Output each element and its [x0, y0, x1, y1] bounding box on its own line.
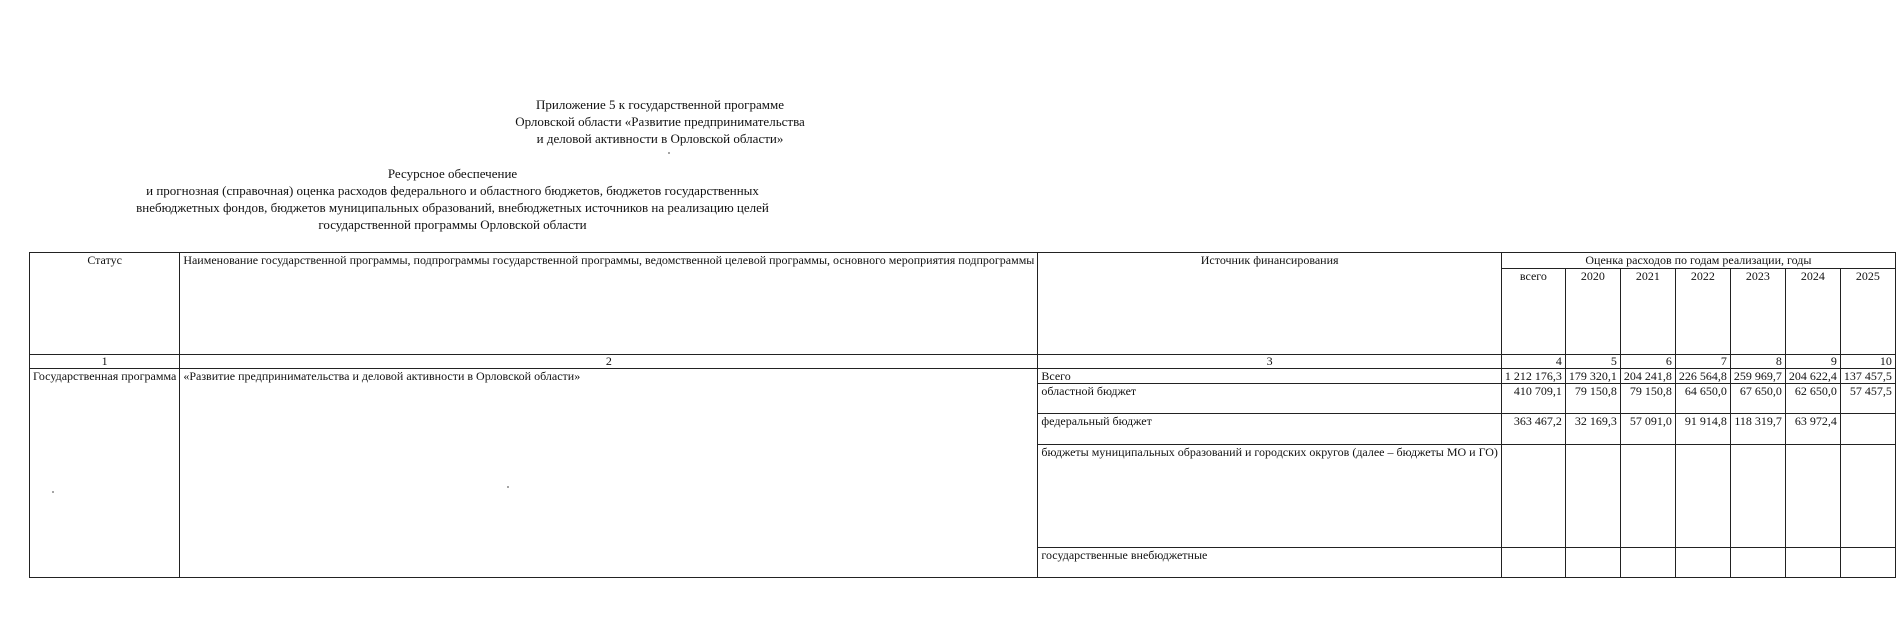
value-cell: 410 709,1	[1501, 384, 1565, 414]
header-year-2021: 2021	[1620, 269, 1675, 355]
column-number: 2	[180, 355, 1038, 369]
document-heading	[30, 165, 875, 233]
column-number: 9	[1785, 355, 1840, 369]
heading-line-1: Ресурсное обеспечение	[387, 166, 518, 181]
header-status: Статус	[30, 253, 180, 355]
value-cell	[1675, 548, 1730, 578]
value-cell: 64 650,0	[1675, 384, 1730, 414]
column-number: 1	[30, 355, 180, 369]
value-cell	[1501, 548, 1565, 578]
source-cell: государственные внебюджетные	[1038, 548, 1502, 578]
budget-table	[29, 252, 1896, 578]
header-year-2024: 2024	[1785, 269, 1840, 355]
header-year-2025: 2025	[1840, 269, 1895, 355]
value-cell: 179 320,1	[1565, 369, 1620, 384]
value-cell	[1840, 414, 1895, 445]
source-cell: областной бюджет	[1038, 384, 1502, 414]
header-estimate: Оценка расходов по годам реализации, годы	[1501, 253, 1895, 269]
program-name-cell: «Развитие предпринимательства и деловой активности в Орловской области»	[180, 369, 1038, 578]
heading-line-3: внебюджетных фондов, бюджетов муниципальных образований, внебюджетных источников на реализацию целей	[136, 200, 769, 215]
value-cell: 1 212 176,3	[1501, 369, 1565, 384]
value-cell: 363 467,2	[1501, 414, 1565, 445]
header-source: Источник финансирования	[1038, 253, 1502, 355]
column-number: 10	[1840, 355, 1895, 369]
value-cell: 118 319,7	[1730, 414, 1785, 445]
source-cell: федеральный бюджет	[1038, 414, 1502, 445]
header-year-2023: 2023	[1730, 269, 1785, 355]
column-number: 4	[1501, 355, 1565, 369]
column-number: 7	[1675, 355, 1730, 369]
value-cell: 32 169,3	[1565, 414, 1620, 445]
value-cell	[1730, 445, 1785, 548]
appendix-line-1: Приложение 5 к государственной программе	[535, 97, 785, 112]
value-cell: 137 457,5	[1840, 369, 1895, 384]
value-cell: 226 564,8	[1675, 369, 1730, 384]
source-cell: Всего	[1038, 369, 1502, 384]
scan-speck	[52, 491, 54, 493]
column-number: 5	[1565, 355, 1620, 369]
scan-speck	[668, 152, 670, 154]
heading-line-4: государственной программы Орловской области	[318, 217, 587, 232]
header-year-2020: 2020	[1565, 269, 1620, 355]
value-cell: 79 150,8	[1565, 384, 1620, 414]
column-number: 6	[1620, 355, 1675, 369]
appendix-note	[490, 96, 830, 147]
value-cell	[1620, 445, 1675, 548]
value-cell	[1675, 445, 1730, 548]
value-cell: 57 091,0	[1620, 414, 1675, 445]
value-cell	[1730, 548, 1785, 578]
status-cell: Государственная программа	[30, 369, 180, 578]
value-cell	[1565, 445, 1620, 548]
value-cell: 204 241,8	[1620, 369, 1675, 384]
value-cell	[1840, 445, 1895, 548]
header-year-total: всего	[1501, 269, 1565, 355]
heading-line-2: и прогнозная (справочная) оценка расходов федерального и областного бюджетов, бюджетов государственных	[146, 183, 759, 198]
header-year-2022: 2022	[1675, 269, 1730, 355]
header-name: Наименование государственной программы, подпрограммы государственной программы, ведомственной целевой программы, основного мероприятия подпрограммы	[180, 253, 1038, 355]
table-row	[30, 369, 1896, 384]
value-cell	[1840, 548, 1895, 578]
value-cell: 57 457,5	[1840, 384, 1895, 414]
value-cell: 63 972,4	[1785, 414, 1840, 445]
source-cell: бюджеты муниципальных образований и городских округов (далее – бюджеты МО и ГО)	[1038, 445, 1502, 548]
column-number: 3	[1038, 355, 1502, 369]
value-cell: 79 150,8	[1620, 384, 1675, 414]
scan-speck	[507, 486, 509, 488]
value-cell	[1565, 548, 1620, 578]
value-cell: 91 914,8	[1675, 414, 1730, 445]
appendix-line-2: Орловской области «Развитие предпринимательства	[515, 114, 805, 129]
value-cell	[1620, 548, 1675, 578]
value-cell	[1785, 548, 1840, 578]
appendix-line-3: и деловой активности в Орловской области»	[536, 131, 784, 146]
column-number: 8	[1730, 355, 1785, 369]
value-cell: 67 650,0	[1730, 384, 1785, 414]
value-cell: 259 969,7	[1730, 369, 1785, 384]
value-cell	[1501, 445, 1565, 548]
value-cell: 62 650,0	[1785, 384, 1840, 414]
value-cell	[1785, 445, 1840, 548]
value-cell: 204 622,4	[1785, 369, 1840, 384]
